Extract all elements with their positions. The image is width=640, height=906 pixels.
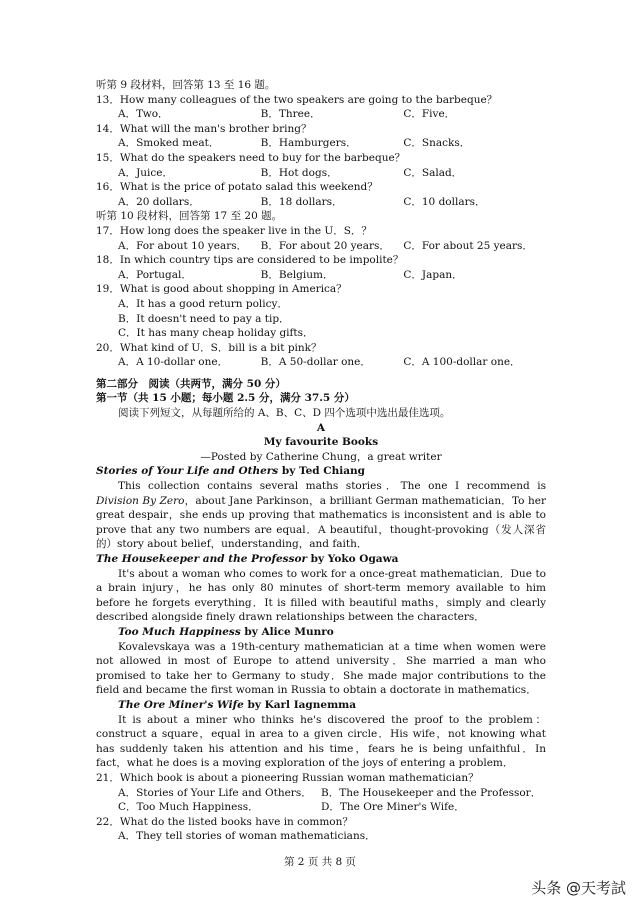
paragraph-4: It is about a miner who thinks he's discovered the proof to the problem：construct a square，equal in area to a given circle．His wife，not knowing what has suddenly taken his attention and his time，fears he is being unfaithful．In fact，what he does is a moving exploration of the joys of entering a problem．	[96, 713, 546, 770]
book-title: The Ore Miner's Wife	[118, 698, 244, 711]
option-b: B．Three．	[260, 108, 321, 121]
section-intro-9: 听第 9 段材料，回答第 13 至 16 题。	[96, 79, 276, 91]
option-b: B．For about 20 years．	[260, 239, 390, 252]
question-stem: 18．In which country tips are considered to be impolite？	[96, 254, 404, 267]
book-author: by Ted Chiang	[278, 465, 366, 478]
passage-title: My favourite Books	[263, 436, 379, 449]
passage-label: A	[316, 421, 326, 434]
question-stem: 13．How many colleagues of the two speakers are going to the barbeque？	[96, 93, 498, 106]
question-stem: 20．What kind of U．S．bill is a bit pink？	[96, 341, 322, 354]
book-heading-2	[96, 552, 546, 567]
paragraph-text: ，about Jane Parkinson，a brilliant German mathematician．To her great despair，she ends up proving that mathematics is inconsistent and is able to prove that any two numbers are equal．A beautiful，thought-provoking（发人深省的）story about belief，understanding，and faith．	[96, 494, 546, 551]
option-b: B．18 dollars．	[260, 195, 343, 208]
question-stem: 21．Which book is about a pioneering Russian woman mathematician？	[96, 771, 479, 784]
option-a: A．20 dollars．	[118, 195, 200, 208]
page-number: 第 2 页 共 8 页	[283, 856, 357, 868]
part-two-heading: 第二部分 阅读（共两节，满分 50 分）	[96, 377, 286, 390]
option-a: A．Portugal．	[118, 268, 192, 281]
option-a: A．It has a good return policy．	[118, 297, 288, 310]
question-15	[96, 151, 546, 180]
option-c: C．For about 25 years．	[403, 239, 533, 252]
option-a: A．Smoked meat．	[118, 137, 220, 150]
option-c: C．Snacks．	[403, 137, 471, 150]
option-c: C．10 dollars．	[403, 195, 486, 208]
option-b: B．Hamburgers．	[260, 137, 357, 150]
question-19	[96, 282, 546, 340]
question-stem: 17．How long does the speaker live in the U．S．？	[96, 224, 372, 237]
book-title: Too Much Happiness	[118, 625, 241, 638]
question-17	[96, 224, 546, 253]
paragraph-2: It's about a woman who comes to work for a once-great mathematician．Due to a brain injury，he has only 80 minutes of short-term memory available to him before he forgets everything．It is filled with beautiful maths，simply and clearly described alongside finely drawn relationships between the characters．	[96, 567, 546, 624]
question-16	[96, 180, 546, 209]
option-a: A．Two．	[118, 108, 169, 121]
passage-byline: —Posted by Catherine Chung，a great writer	[200, 450, 442, 463]
option-c: C．Five．	[403, 108, 456, 121]
question-13	[96, 93, 546, 122]
book-title: The Housekeeper and the Professor	[96, 553, 308, 565]
book-author: by Yoko Ogawa	[307, 553, 399, 565]
book-heading-4	[96, 698, 546, 713]
question-14	[96, 122, 546, 151]
question-18	[96, 253, 546, 282]
option-c: C．Japan．	[403, 268, 463, 281]
question-stem: 16．What is the price of potato salad this weekend？	[96, 181, 378, 194]
option-a: A．A 10-dollar one．	[118, 356, 229, 369]
option-a: A．Juice．	[118, 166, 174, 179]
question-stem: 14．What will the man's brother bring？	[96, 122, 312, 135]
question-stem: 15．What do the speakers need to buy for the barbeque？	[96, 151, 406, 164]
page-content	[96, 78, 546, 844]
paragraph-text: This collection contains several maths stories．The one I recommend is	[118, 480, 546, 493]
option-b: B．Hot dogs．	[260, 166, 338, 179]
question-stem: 22．What do the listed books have in common？	[96, 815, 353, 828]
story-title: Division By Zero	[96, 494, 185, 507]
section-one-heading: 第一节（共 15 小题；每小题 2.5 分，满分 37.5 分）	[96, 392, 355, 405]
question-20	[96, 341, 546, 370]
option-b: B．It doesn't need to pay a tip．	[118, 312, 290, 325]
book-author: by Karl Iagnemma	[243, 698, 357, 711]
option-b: B．Belgium．	[260, 268, 334, 281]
question-stem: 19．What is good about shopping in America？	[96, 283, 347, 296]
option-d: D．The Ore Miner's Wife．	[321, 801, 465, 814]
question-22	[96, 815, 546, 844]
option-a: A．Stories of Your Life and Others．	[118, 786, 312, 799]
option-a: A．For about 10 years．	[118, 239, 248, 252]
book-heading-1	[96, 464, 546, 479]
option-a: A．They tell stories of woman mathematicians．	[118, 830, 376, 843]
option-c: C．It has many cheap holiday gifts．	[118, 327, 314, 340]
book-title: Stories of Your Life and Others	[96, 465, 279, 478]
paragraph-3: Kovalevskaya was a 19th-century mathematician at a time when women were not allowed in most of Europe to attend university．She married a man who promised to take her to Germany to study．She made major contributions to the field and became the first woman in Russia to obtain a doctorate in mathematics．	[96, 640, 546, 697]
option-b: B．The Housekeeper and the Professor．	[321, 786, 542, 799]
option-b: B．A 50-dollar one．	[260, 356, 371, 369]
paragraph-1	[96, 479, 546, 552]
section-intro-10: 听第 10 段材料，回答第 17 至 20 题。	[96, 210, 283, 223]
book-heading-3	[96, 625, 546, 640]
option-c: C．Salad．	[403, 166, 463, 179]
question-21	[96, 771, 546, 815]
book-author: by Alice Munro	[240, 625, 334, 638]
option-c: C．Too Much Happiness．	[118, 801, 259, 814]
option-c: C．A 100-dollar one．	[403, 356, 521, 369]
watermark: 头条 @天考試	[531, 879, 626, 898]
reading-instruction: 阅读下列短文，从每题所给的 A、B、C、D 四个选项中选出最佳选项。	[118, 407, 451, 420]
